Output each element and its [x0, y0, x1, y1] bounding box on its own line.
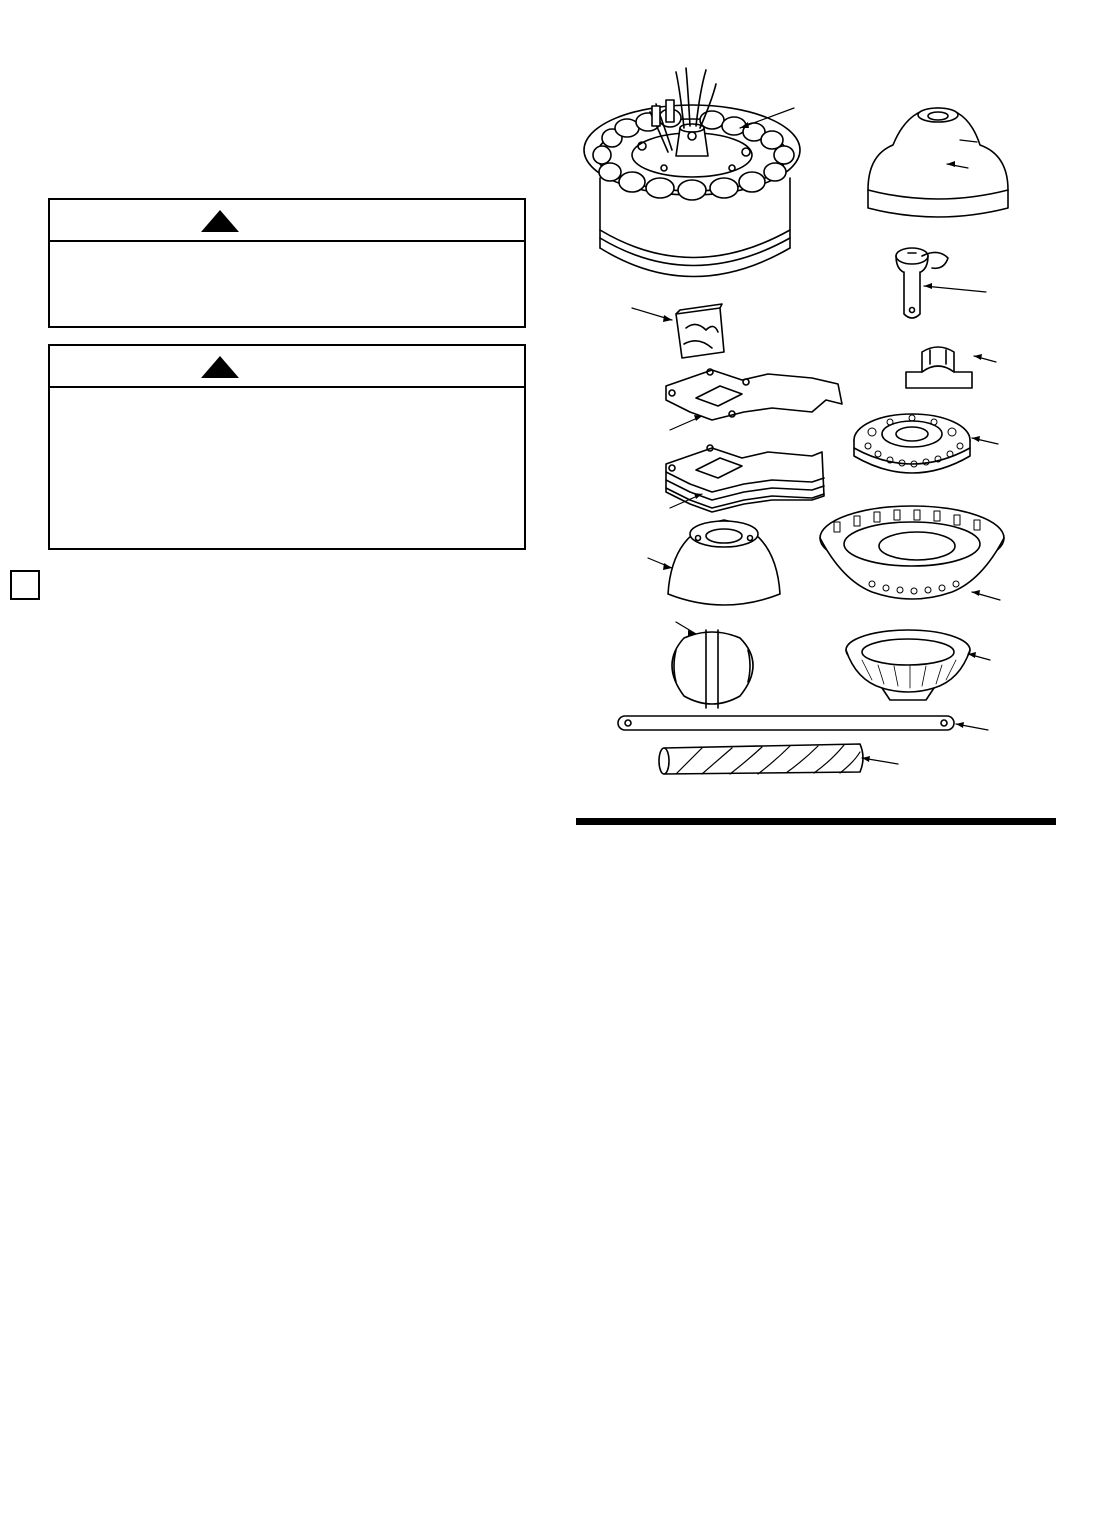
section-divider-rule [576, 818, 1056, 825]
warning-box-1-header [50, 200, 524, 242]
finial-ball-icon [672, 622, 753, 708]
warning-triangle-icon [200, 209, 240, 233]
motor-assembly-icon [584, 68, 800, 277]
warning-box-1 [48, 198, 526, 328]
decorative-bowl-icon [820, 506, 1004, 600]
decorative-motor-cover-icon [854, 414, 998, 473]
warning-box-2 [48, 344, 526, 550]
mounting-strap-icon [618, 716, 988, 730]
warning-triangle-icon [200, 355, 240, 379]
checklist-checkbox[interactable] [10, 570, 40, 600]
parts-diagram [572, 60, 1012, 800]
hardware-bag-icon [632, 304, 724, 358]
hanger-bracket-icon [906, 347, 996, 388]
ceiling-canopy-icon [868, 108, 1008, 217]
blade-iron-icon [666, 369, 842, 430]
switch-housing-cap-icon [648, 520, 780, 605]
light-glass-bowl-icon [846, 630, 990, 700]
downrod-icon [896, 248, 986, 318]
warning-box-2-header [50, 346, 524, 388]
twisted-downrod-cover-icon [659, 744, 898, 774]
blade-iron-stack-icon [666, 445, 824, 512]
